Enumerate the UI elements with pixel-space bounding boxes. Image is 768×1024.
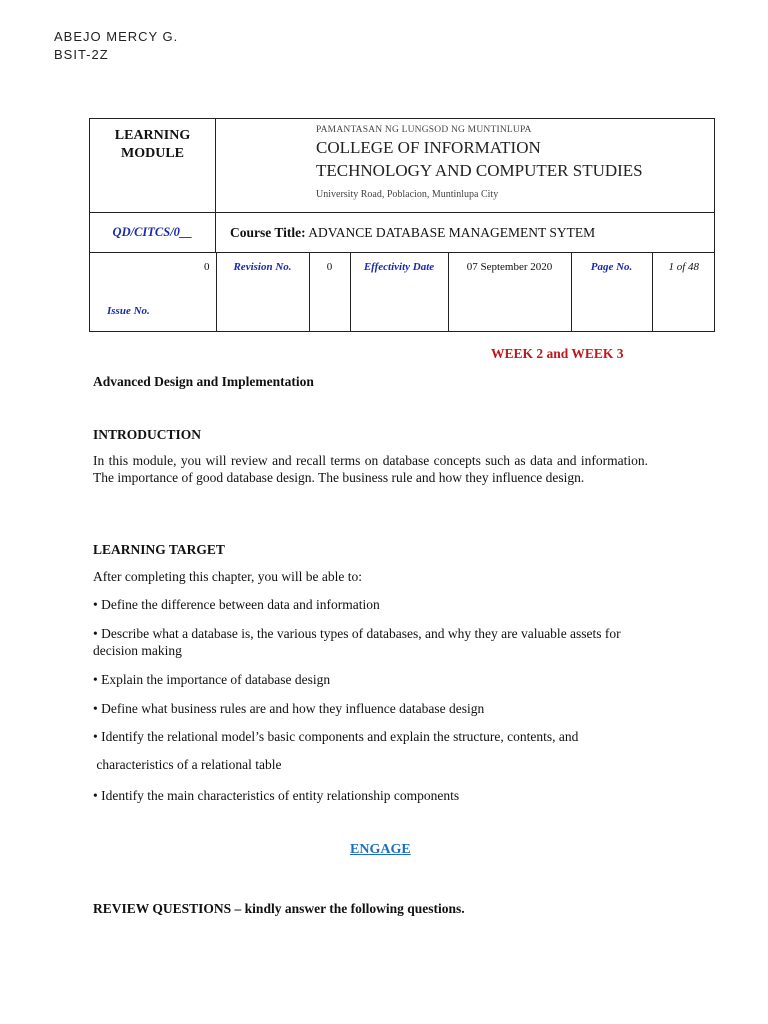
course-title-label: Course Title: <box>230 224 306 240</box>
learning-target-heading: LEARNING TARGET <box>93 542 225 557</box>
course-title: ADVANCE DATABASE MANAGEMENT SYTEM <box>308 224 596 240</box>
learning-target-lead: After completing this chapter, you will be able to: <box>93 569 363 584</box>
list-item: • Identify the relational model’s basic components and explain the structure, contents, and <box>93 729 579 744</box>
review-questions-heading: REVIEW QUESTIONS – kindly answer the following questions. <box>93 901 465 916</box>
module-subtitle: Advanced Design and Implementation <box>93 374 314 389</box>
college-name-line-1: COLLEGE OF INFORMATION <box>316 138 541 157</box>
university-name: PAMANTASAN NG LUNGSOD NG MUNTINLUPA <box>316 125 532 135</box>
list-item: • Identify the main characteristics of entity relationship components <box>93 788 460 803</box>
student-section: BSIT-2Z <box>54 47 109 62</box>
list-item: • Explain the importance of database design <box>93 672 331 687</box>
week-heading: WEEK 2 and WEEK 3 <box>491 346 624 361</box>
college-name-line-2: TECHNOLOGY AND COMPUTER STUDIES <box>316 161 643 180</box>
issue-label: Issue No. <box>107 305 150 317</box>
page-label: Page No. <box>571 253 652 331</box>
introduction-heading: INTRODUCTION <box>93 427 202 442</box>
revision-label: Revision No. <box>216 253 309 331</box>
module-header-table <box>89 118 715 332</box>
document-control-row <box>90 253 715 331</box>
module-label-line-2: MODULE <box>121 146 184 161</box>
engage-link[interactable]: ENGAGE <box>350 842 411 857</box>
introduction-text: In this module, you will review and recall terms on database concepts such as data and information. The importance of good database design. The business rule and how they influence design. <box>93 453 648 485</box>
list-item: • Define what business rules are and how they influence database design <box>93 701 485 716</box>
module-label-line-1: LEARNING <box>114 128 191 143</box>
page-value: 1 of 48 <box>652 253 715 331</box>
list-item: • Describe what a database is, the various types of databases, and why they are valuable assets for decision making <box>93 626 621 658</box>
list-item: • Define the difference between data and information <box>93 597 380 612</box>
effectivity-label: Effectivity Date <box>350 253 448 331</box>
revision-value: 0 <box>309 253 350 331</box>
issue-value: 0 <box>204 261 210 273</box>
qd-code: QD/CITCS/0__ <box>90 213 216 253</box>
effectivity-value: 07 September 2020 <box>448 253 571 331</box>
course-title-cell <box>216 213 715 253</box>
student-name: ABEJO MERCY G. <box>54 29 179 44</box>
institution-cell <box>216 119 715 213</box>
list-item: characteristics of a relational table <box>93 757 282 772</box>
university-address: University Road, Poblacion, Muntinlupa City <box>316 189 499 200</box>
learning-module-cell <box>90 119 216 213</box>
